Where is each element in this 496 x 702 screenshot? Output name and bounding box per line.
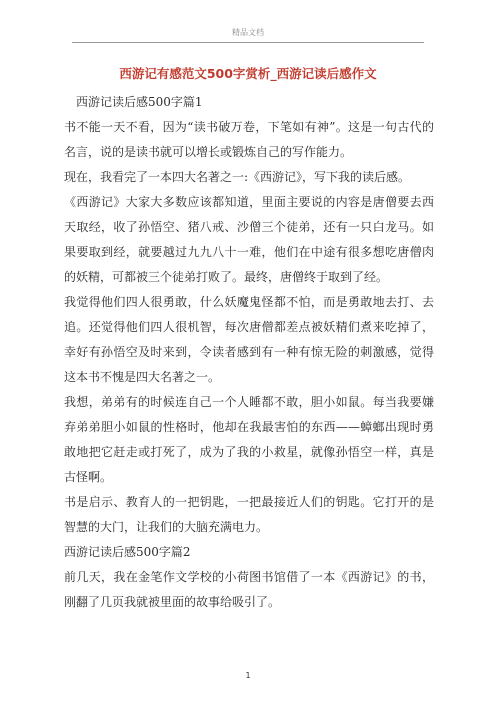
page-number: 1 (245, 671, 251, 680)
paragraph: 《西游记》大家大多数应该都知道，里面主要说的内容是唐僧要去西天取经，收了孙悟空、猪八戒、沙僧三个徒弟，还有一只白龙马。如果要取到经，就要越过九九八十一难，他们在中途有很多想吃唐僧肉的妖精，可都被三个徒弟打败了。最终，唐僧终于取到了经。 (64, 195, 434, 284)
paragraph: 现在，我看完了一本四大名著之一:《西游记》，写下我的读后感。 (64, 170, 411, 184)
header-label: 精品文档 (232, 28, 264, 37)
section-heading-1: 西游记读后感500字篇1 (76, 95, 203, 109)
header-divider (72, 42, 424, 43)
document-body (64, 90, 434, 615)
paragraph: 我觉得他们四人很勇敢，什么妖魔鬼怪都不怕，而是勇敢地去打、去追。还觉得他们四人很机智，每次唐僧都差点被妖精们煮来吃掉了，幸好有孙悟空及时来到，令读者感到有一种有惊无险的刺激感，觉得这本书不愧是四大名著之一。 (64, 295, 434, 384)
paragraph: 我想，弟弟有的时候连自己一个人睡都不敢，胆小如鼠。每当我要嫌弃弟弟胆小如鼠的性格时，他却在我最害怕的东西——蟑螂出现时勇敢地把它赶走或打死了，成为了我的小救星，就像孙悟空一样，真是古怪啊。 (64, 395, 434, 484)
paragraph: 书是启示、教育人的一把钥匙，一把最接近人们的钥匙。它打开的是智慧的大门，让我们的大脑充满电力。 (64, 495, 434, 534)
section-heading-2: 西游记读后感500字篇2 (64, 545, 191, 559)
paragraph: 书不能一天不看，因为“读书破万卷，下笔如有神”。这是一句古代的名言，说的是读书就可以增长或锻炼自己的写作能力。 (64, 120, 434, 159)
document-title: 西游记有感范文500字赏析_西游记读后感作文 (119, 66, 377, 81)
paragraph: 前几天，我在金笔作文学校的小荷图书馆借了一本《西游记》的书，刚翻了几页我就被里面的故事给吸引了。 (64, 570, 434, 609)
